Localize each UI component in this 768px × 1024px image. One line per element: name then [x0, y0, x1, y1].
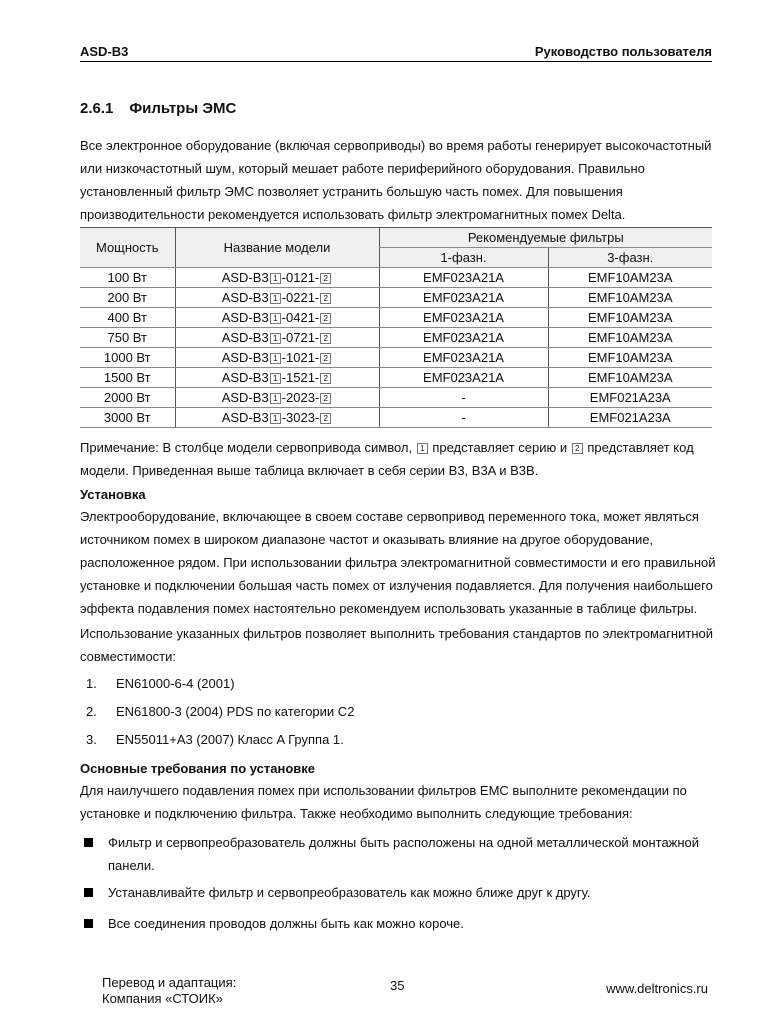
model-suffix: -2023-: [281, 390, 320, 405]
bullet-square-icon: [84, 888, 93, 897]
cell-filter-3phase: EMF10AM23A: [548, 348, 712, 368]
th-model: Название модели: [175, 228, 379, 268]
box-symbol-2: 2: [320, 373, 331, 384]
cell-filter-1phase: EMF023A21A: [379, 348, 548, 368]
box-symbol-2: 2: [572, 443, 583, 454]
filters-table: [80, 227, 712, 428]
note-paragraph: [80, 436, 720, 482]
cell-model: [175, 408, 379, 428]
cell-filter-3phase: EMF10AM23A: [548, 328, 712, 348]
cell-filter-1phase: EMF023A21A: [379, 328, 548, 348]
box-symbol-2: 2: [320, 293, 331, 304]
table-row: [80, 308, 712, 328]
model-prefix: ASD-B3: [221, 330, 269, 345]
th-phase1: 1-фазн.: [379, 248, 548, 268]
th-phase3: 3-фазн.: [548, 248, 712, 268]
model-suffix: -3023-: [281, 410, 320, 425]
bullet-item: [84, 831, 714, 877]
cell-filter-1phase: EMF023A21A: [379, 288, 548, 308]
model-prefix: ASD-B3: [221, 390, 269, 405]
model-suffix: -0421-: [281, 310, 320, 325]
header-rule: [80, 61, 712, 62]
cell-model: [175, 308, 379, 328]
install-paragraph-2: Использование указанных фильтров позволяет выполнить требования стандартов по электромагнитной совместимости:: [80, 626, 714, 664]
bullet-text: Устанавливайте фильтр и сервопреобразователь как можно ближе друг к другу.: [108, 885, 591, 900]
page-number: 35: [390, 978, 405, 993]
cell-model: [175, 268, 379, 288]
model-suffix: -1021-: [281, 350, 320, 365]
cell-power: 1500 Вт: [80, 368, 175, 388]
cell-filter-1phase: EMF023A21A: [379, 268, 548, 288]
bullet-text: Фильтр и сервопреобразователь должны быть расположены на одной металлической монтажной панели.: [108, 835, 700, 873]
table-row: [80, 348, 712, 368]
cell-filter-3phase: EMF10AM23A: [548, 268, 712, 288]
table-row: [80, 288, 712, 308]
section-number: 2.6.1: [80, 100, 114, 117]
box-symbol-1: 1: [270, 273, 281, 284]
bullet-text: Все соединения проводов должны быть как можно короче.: [108, 916, 464, 931]
header-left: ASD-B3: [80, 44, 129, 59]
cell-power: 200 Вт: [80, 288, 175, 308]
box-symbol-1: 1: [270, 333, 281, 344]
box-symbol-1: 1: [417, 443, 428, 454]
model-prefix: ASD-B3: [221, 310, 269, 325]
cell-filter-1phase: -: [379, 388, 548, 408]
install-heading: Установка: [80, 487, 146, 502]
cell-filter-3phase: EMF10AM23A: [548, 308, 712, 328]
table-row: [80, 328, 712, 348]
cell-power: 3000 Вт: [80, 408, 175, 428]
cell-filter-3phase: EMF10AM23A: [548, 368, 712, 388]
cell-model: [175, 348, 379, 368]
box-symbol-1: 1: [270, 373, 281, 384]
th-filters: Рекомендуемые фильтры: [379, 228, 712, 248]
box-symbol-2: 2: [320, 333, 331, 344]
box-symbol-2: 2: [320, 393, 331, 404]
box-symbol-1: 1: [270, 393, 281, 404]
bullet-square-icon: [84, 838, 93, 847]
header-right: Руководство пользователя: [534, 44, 712, 59]
model-suffix: -1521-: [281, 370, 320, 385]
note-text-c: представляет код модели. Приведенная выше таблица включает в себя серии B3, B3A и B3B.: [80, 440, 694, 478]
item-text: EN55011+A3 (2007) Класс A Группа 1.: [116, 732, 344, 747]
bullet-item: [84, 881, 714, 904]
bullet-item: [84, 912, 714, 935]
box-symbol-2: 2: [320, 273, 331, 284]
th-power: Мощность: [80, 228, 175, 268]
section-title-text: Фильтры ЭМС: [129, 100, 237, 117]
note-text-a: Примечание: В столбце модели сервопривода символ,: [80, 440, 416, 455]
box-symbol-1: 1: [270, 413, 281, 424]
table-row: [80, 408, 712, 428]
bullet-square-icon: [84, 919, 93, 928]
cell-power: 750 Вт: [80, 328, 175, 348]
model-suffix: -0721-: [281, 330, 320, 345]
cell-filter-3phase: EMF10AM23A: [548, 288, 712, 308]
table-row: [80, 368, 712, 388]
box-symbol-2: 2: [320, 413, 331, 424]
box-symbol-1: 1: [270, 353, 281, 364]
cell-filter-1phase: EMF023A21A: [379, 308, 548, 328]
footer-translation: Перевод и адаптация:: [102, 975, 237, 990]
item-text: EN61800-3 (2004) PDS по категории C2: [116, 704, 355, 719]
install-paragraph-1: Электрооборудование, включающее в своем составе сервопривод переменного тока, может являться источником помех в широком диапазоне частот и оказывать влияние на другое оборудование, расположенное рядом. При использовании фильтра электромагнитной совместимости и его правильной установке и подключении большая часть помех от излучения подавляется. Для получения наибольшего эффекта подавления помех настоятельно рекомендуем использовать указанные в таблице фильтры.: [80, 509, 716, 616]
box-symbol-1: 1: [270, 293, 281, 304]
cell-filter-1phase: -: [379, 408, 548, 428]
model-prefix: ASD-B3: [221, 410, 269, 425]
note-text-b: представляет серию и: [428, 440, 571, 455]
standard-item: [86, 704, 354, 719]
cell-power: 2000 Вт: [80, 388, 175, 408]
model-prefix: ASD-B3: [221, 370, 269, 385]
cell-filter-1phase: EMF023A21A: [379, 368, 548, 388]
cell-model: [175, 368, 379, 388]
table-row: [80, 388, 712, 408]
model-prefix: ASD-B3: [221, 290, 269, 305]
cell-filter-3phase: EMF021A23A: [548, 408, 712, 428]
requirements-heading: Основные требования по установке: [80, 761, 316, 776]
item-text: EN61000-6-4 (2001): [116, 676, 235, 691]
footer-left: [102, 975, 236, 1007]
model-suffix: -0221-: [281, 290, 320, 305]
cell-model: [175, 328, 379, 348]
cell-power: 1000 Вт: [80, 348, 175, 368]
item-number: 1.: [86, 676, 97, 691]
standard-item: [86, 676, 235, 691]
model-prefix: ASD-B3: [221, 270, 269, 285]
standard-item: [86, 732, 344, 747]
cell-model: [175, 288, 379, 308]
requirements-intro: Для наилучшего подавления помех при использовании фильтров EMC выполните рекомендации по установке и подключению фильтра. Также необходимо выполнить следующие требования:: [80, 783, 687, 821]
cell-power: 400 Вт: [80, 308, 175, 328]
item-number: 2.: [86, 704, 97, 719]
box-symbol-1: 1: [270, 313, 281, 324]
box-symbol-2: 2: [320, 313, 331, 324]
model-prefix: ASD-B3: [221, 350, 269, 365]
item-number: 3.: [86, 732, 97, 747]
cell-model: [175, 388, 379, 408]
section-title: [80, 100, 236, 117]
footer-website: www.deltronics.ru: [606, 981, 708, 996]
box-symbol-2: 2: [320, 353, 331, 364]
intro-paragraph: Все электронное оборудование (включая сервоприводы) во время работы генерирует высокочастотный или низкочастотный шум, который мешает работе периферийного оборудования. Правильно установленный фильтр ЭМС позволяет устранить большую часть помех. Для повышения производительности рекомендуется использовать фильтр электромагнитных помех Delta.: [80, 138, 712, 222]
cell-power: 100 Вт: [80, 268, 175, 288]
footer-company: Компания «СТОИК»: [102, 991, 223, 1006]
table-row: [80, 268, 712, 288]
cell-filter-3phase: EMF021A23A: [548, 388, 712, 408]
model-suffix: -0121-: [281, 270, 320, 285]
